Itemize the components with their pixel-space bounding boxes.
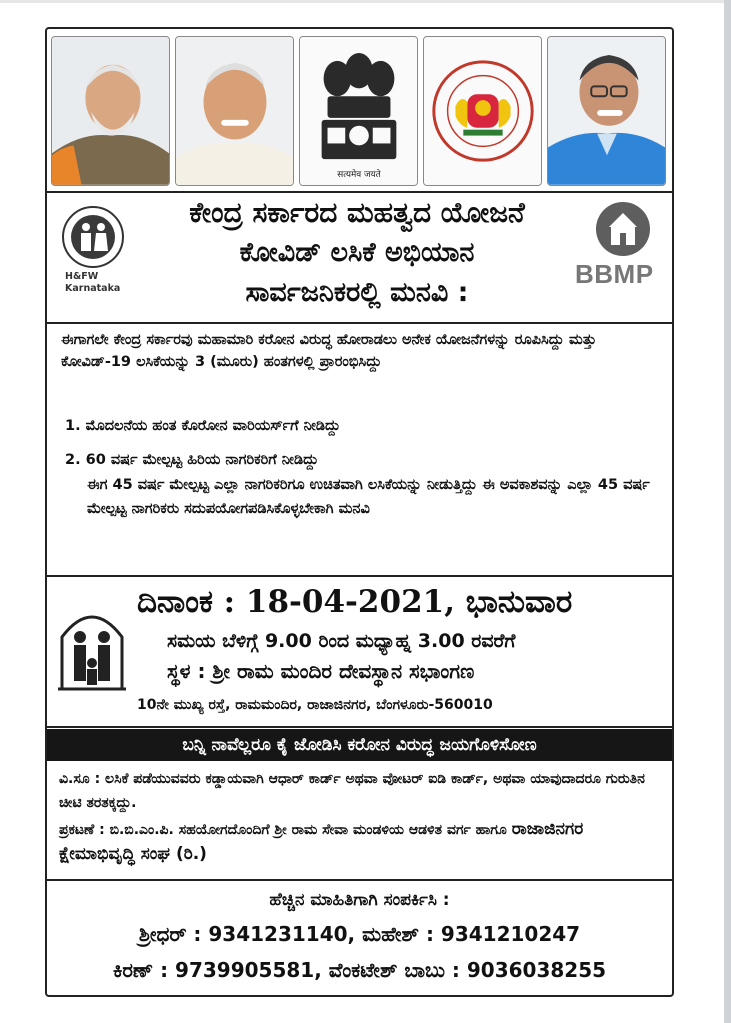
intro-paragraph: ಈಗಾಗಲೇ ಕೇಂದ್ರ ಸರ್ಕಾರವು ಮಹಾಮಾರಿ ಕರೋನ ವಿರುದ್ಧ ಹೋರಾಡಲು ಅನೇಕ ಯೋಜನೆಗಳನ್ನು ರೂಪಿಸಿದ್ದು ಮತ್ತು ಕೋವಿಡ್-19 ಲಸಿಕೆಯನ್ನು 3 (ಮೂರು) ಹಂತಗಳಲ್ಲಿ ಪ್ರಾರಂಭಿಸಿದ್ದು: [61, 332, 597, 370]
list-item: 1. ಮೊದಲನೆಯ ಹಂತ ಕೊರೋನ ವಾರಿಯರ್ಸ್‌ಗೆ ನೀಡಿದ್ದು: [65, 418, 341, 434]
leader-portrait-2: [175, 36, 294, 186]
leader-portrait-3: [547, 36, 666, 186]
national-health-mission-logo-icon: [61, 205, 125, 269]
portrait-1-image: [52, 37, 169, 185]
title-line-3: ಸಾರ್ವಜನಿಕರಲ್ಲಿ ಮನವಿ :: [245, 277, 469, 308]
note-announcement: [59, 817, 664, 867]
contact-heading: ಹೆಚ್ಚಿನ ಮಾಹಿತಿಗಾಗಿ ಸಂಪರ್ಕಿಸಿ :: [269, 890, 450, 910]
karnataka-seal-icon: [424, 37, 541, 185]
nhm-caption: [65, 271, 135, 295]
slogan-text: ಬನ್ನಿ ನಾವೆಲ್ಲರೂ ಕೈ ಜೋಡಿಸಿ ಕರೋನ ವಿರುದ್ಧ ಜಯಗೊಳಿಸೋಣ: [182, 735, 537, 755]
photo-strip: [47, 33, 672, 189]
list-item-continuation: ಈಗ 45 ವರ್ಷ ಮೇಲ್ಪಟ್ಟ ಎಲ್ಲಾ ನಾಗರಿಕರಿಗೂ ಉಚಿತವಾಗಿ ಲಸಿಕೆಯನ್ನು ನೀಡುತ್ತಿದ್ದು ಈ ಅವಕಾಶವನ್ನು ಎಲ್ಲಾ 45 ವರ್ಷ ಮೇಲ್ಪಟ್ಟ ನಾಗರಿಕರು ಸದುಪಯೋಗಪಡಿಸಿಕೊಳ್ಳಬೇಕಾಗಿ ಮನವಿ: [87, 477, 650, 517]
poster-body: [47, 323, 672, 575]
contact-line-2: ಕಿರಣ್ : 9739905581, ವೆಂಕಟೇಶ್ ಬಾಬು : 9036038255: [112, 958, 607, 982]
event-date: ದಿನಾಂಕ : 18-04-2021, ಭಾನುವಾರ: [137, 584, 573, 620]
national-emblem: [299, 36, 418, 186]
image-top-edge: [0, 0, 731, 3]
rama-family-illustration-icon: [52, 597, 132, 697]
event-time: ಸಮಯ ಬೆಳಿಗ್ಗೆ 9.00 ರಿಂದ ಮಧ್ಯಾಹ್ನ 3.00 ರವರೆಗೆ: [167, 630, 516, 652]
notes-section: [47, 765, 672, 879]
leader-portrait-1: [51, 36, 170, 186]
vaccination-poster: [45, 27, 674, 997]
slogan-banner: [47, 729, 672, 761]
emblem-caption: सत्यमेव जयते: [337, 169, 381, 180]
contact-line-1: ಶ್ರೀಧರ್ : 9341231140, ಮಹೇಶ್ : 9341210247: [138, 922, 581, 946]
ashoka-emblem-icon: [300, 37, 417, 185]
karnataka-govt-seal: [423, 36, 542, 186]
list-item: 2. 60 ವರ್ಷ ಮೇಲ್ಪಟ್ಟ ಹಿರಿಯ ನಾಗರಿಕರಿಗೆ ನೀಡಿದ್ದು: [65, 452, 319, 468]
portrait-2-image: [176, 37, 293, 185]
note-id-requirement: ವಿ.ಸೂ : ಲಸಿಕೆ ಪಡೆಯುವವರು ಕಡ್ಡಾಯವಾಗಿ ಆಧಾರ್ ಕಾರ್ಡ್ ಅಥವಾ ವೋಟರ್ ಐಡಿ ಕಾರ್ಡ್, ಅಥವಾ ಯಾವುದಾದರೂ ಗುರುತಿನ ಚೀಟಿ ತರತಕ್ಕದ್ದು.: [59, 771, 645, 811]
nhm-sublabel: Karnataka: [65, 283, 121, 294]
nhm-label: H&FW: [65, 271, 99, 282]
poster-header: [47, 193, 672, 323]
portrait-3-image: [548, 37, 665, 185]
title-line-1: ಕೇಂದ್ರ ಸರ್ಕಾರದ ಮಹತ್ವದ ಯೋಜನೆ: [189, 196, 525, 229]
divider: [47, 726, 672, 728]
event-details: [47, 577, 672, 725]
bbmp-label: BBMP: [575, 259, 654, 289]
image-right-edge: [724, 0, 731, 1023]
title-line-2: ಕೋವಿಡ್ ಲಸಿಕೆ ಅಭಿಯಾನ: [239, 237, 475, 268]
contact-section: [47, 881, 672, 995]
event-venue: ಸ್ಥಳ : ಶ್ರೀ ರಾಮ ಮಂದಿರ ದೇವಸ್ಥಾನ ಸಭಾಂಗಣ: [167, 659, 475, 683]
organizer-name: ರಾಜಾಜಿನಗರ ಕ್ಷೇಮಾಭಿವೃದ್ಧಿ ಸಂಘ (ರಿ.): [59, 819, 584, 864]
announcement-prefix: ಪ್ರಕಟಣೆ : ಬಿ.ಬಿ.ಎಂ.ಪಿ. ಸಹಯೋಗದೊಂದಿಗೆ ಶ್ರೀ ರಾಮ ಸೇವಾ ಮಂಡಳಿಯ ಆಡಳಿತ ವರ್ಗ ಹಾಗೂ: [59, 822, 512, 838]
bbmp-logo-icon: [595, 201, 651, 257]
event-address: 10ನೇ ಮುಖ್ಯ ರಸ್ತೆ, ರಾಮಮಂದಿರ, ರಾಜಾಜಿನಗರ, ಬೆಂಗಳೂರು-560010: [137, 697, 493, 713]
